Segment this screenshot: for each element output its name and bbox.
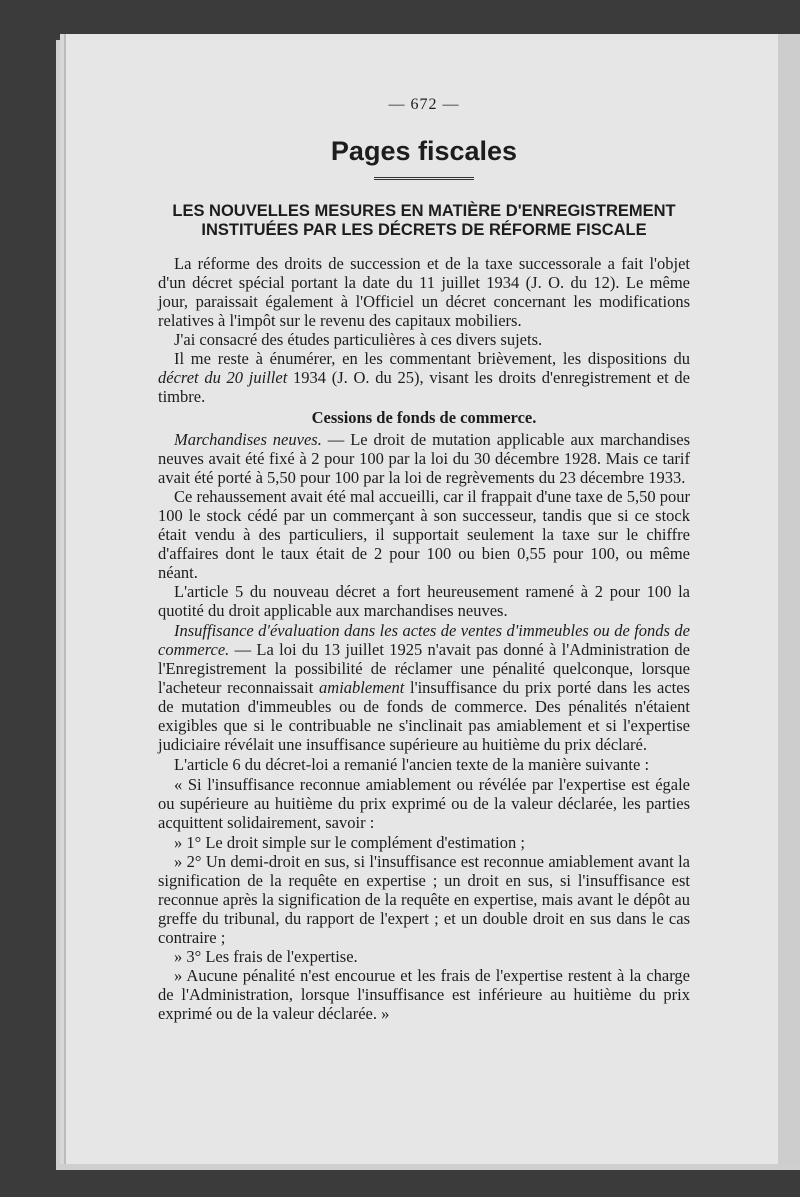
page-content: [158, 96, 690, 1023]
quote-paragraph-3: » 2° Un demi-droit en sus, si l'insuffisance est reconnue amiablement avant la signification de la requête en expertise ; un droit en sus, si l'insuffisance est reconnue après la signification de la requête en expertise, mais avant le dépôt au greffe du tribunal, du rapport de l'expert ; et un double droit en sus dans le cas contraire ;: [158, 852, 690, 947]
section-paragraph-4: Insuffisance d'évaluation dans les actes de ventes d'immeubles ou de fonds de commerce. — La loi du 13 juillet 1925 n'avait pas donné à l'Administration de l'Enregistrement la possibilité de réclamer une pénalité quelconque, lorsque l'acheteur reconnaissait amiablement l'insuffisance du prix porté dans les actes de mutation d'immeubles ou de fonds de commerce. Des pénalités n'étaient exigibles que si le contribuable ne s'inclinait pas amiablement et si l'expertise judiciaire révélait une insuffisance supérieure au huitième du prix déclaré.: [158, 621, 690, 754]
quote-paragraph-4: » 3° Les frais de l'expertise.: [174, 947, 358, 966]
section-paragraph-5: L'article 6 du décret-loi a remanié l'ancien texte de la manière suivante :: [174, 755, 650, 774]
quote-paragraph-1: « Si l'insuffisance reconnue amiablement ou révélée par l'expertise est égale ou supérieure au huitième du prix exprimé ou de la valeur déclarée, les parties acquittent solidairement, savoir :: [158, 775, 690, 832]
intro-paragraph-2: J'ai consacré des études particulières à ces divers sujets.: [174, 330, 543, 349]
page-title: Pages fiscales: [330, 136, 518, 166]
section-paragraph-3: L'article 5 du nouveau décret a fort heureusement ramené à 2 pour 100 la quotité du droit applicable aux marchandises neuves.: [158, 582, 690, 620]
section-paragraph-2: Ce rehaussement avait été mal accueilli, car il frappait d'une taxe de 5,50 pour 100 le stock cédé par un commerçant à son successeur, tandis que si ce stock était vendu à des particuliers, il supportait seulement la taxe sur le chiffre d'affaires dont le taux était de 2 pour 100 ou bien 0,55 pour 100, ou même néant.: [158, 487, 690, 582]
quote-paragraph-5: » Aucune pénalité n'est encourue et les frais de l'expertise restent à la charge de l'Administration, lorsque l'insuffisance est inférieure au huitième du prix exprimé ou de la valeur déclarée. »: [158, 966, 690, 1023]
intro-paragraph-3: Il me reste à énumérer, en les commentant brièvement, les dispositions du décret du 20 juillet 1934 (J. O. du 25), visant les droits d'enregistrement et de timbre.: [158, 349, 690, 406]
page-number: — 672 —: [388, 96, 460, 113]
section-paragraph-1: Marchandises neuves. — Le droit de mutation applicable aux marchandises neuves avait été fixé à 2 pour 100 par la loi du 30 décembre 1928. Mais ce tarif avait été porté à 5,50 pour 100 par la loi de regrèvements du 23 décembre 1933.: [158, 430, 690, 487]
article-heading: LES NOUVELLES MESURES EN MATIÈRE D'ENREGISTREMENT INSTITUÉES PAR LES DÉCRETS DE RÉFORME FISCALE: [172, 202, 676, 239]
title-rule: [374, 177, 474, 182]
section-title: Cessions de fonds de commerce.: [311, 408, 537, 427]
quote-paragraph-2: » 1° Le droit simple sur le complément d'estimation ;: [174, 833, 525, 852]
next-page-edge: [778, 34, 800, 1164]
intro-paragraph-1: La réforme des droits de succession et de la taxe successorale a fait l'objet d'un décret spécial portant la date du 11 juillet 1934 (J. O. du 12). Le même jour, paraissait également à l'Officiel un décret concernant les modifications relatives à l'impôt sur le revenu des capitaux mobiliers.: [158, 254, 690, 330]
